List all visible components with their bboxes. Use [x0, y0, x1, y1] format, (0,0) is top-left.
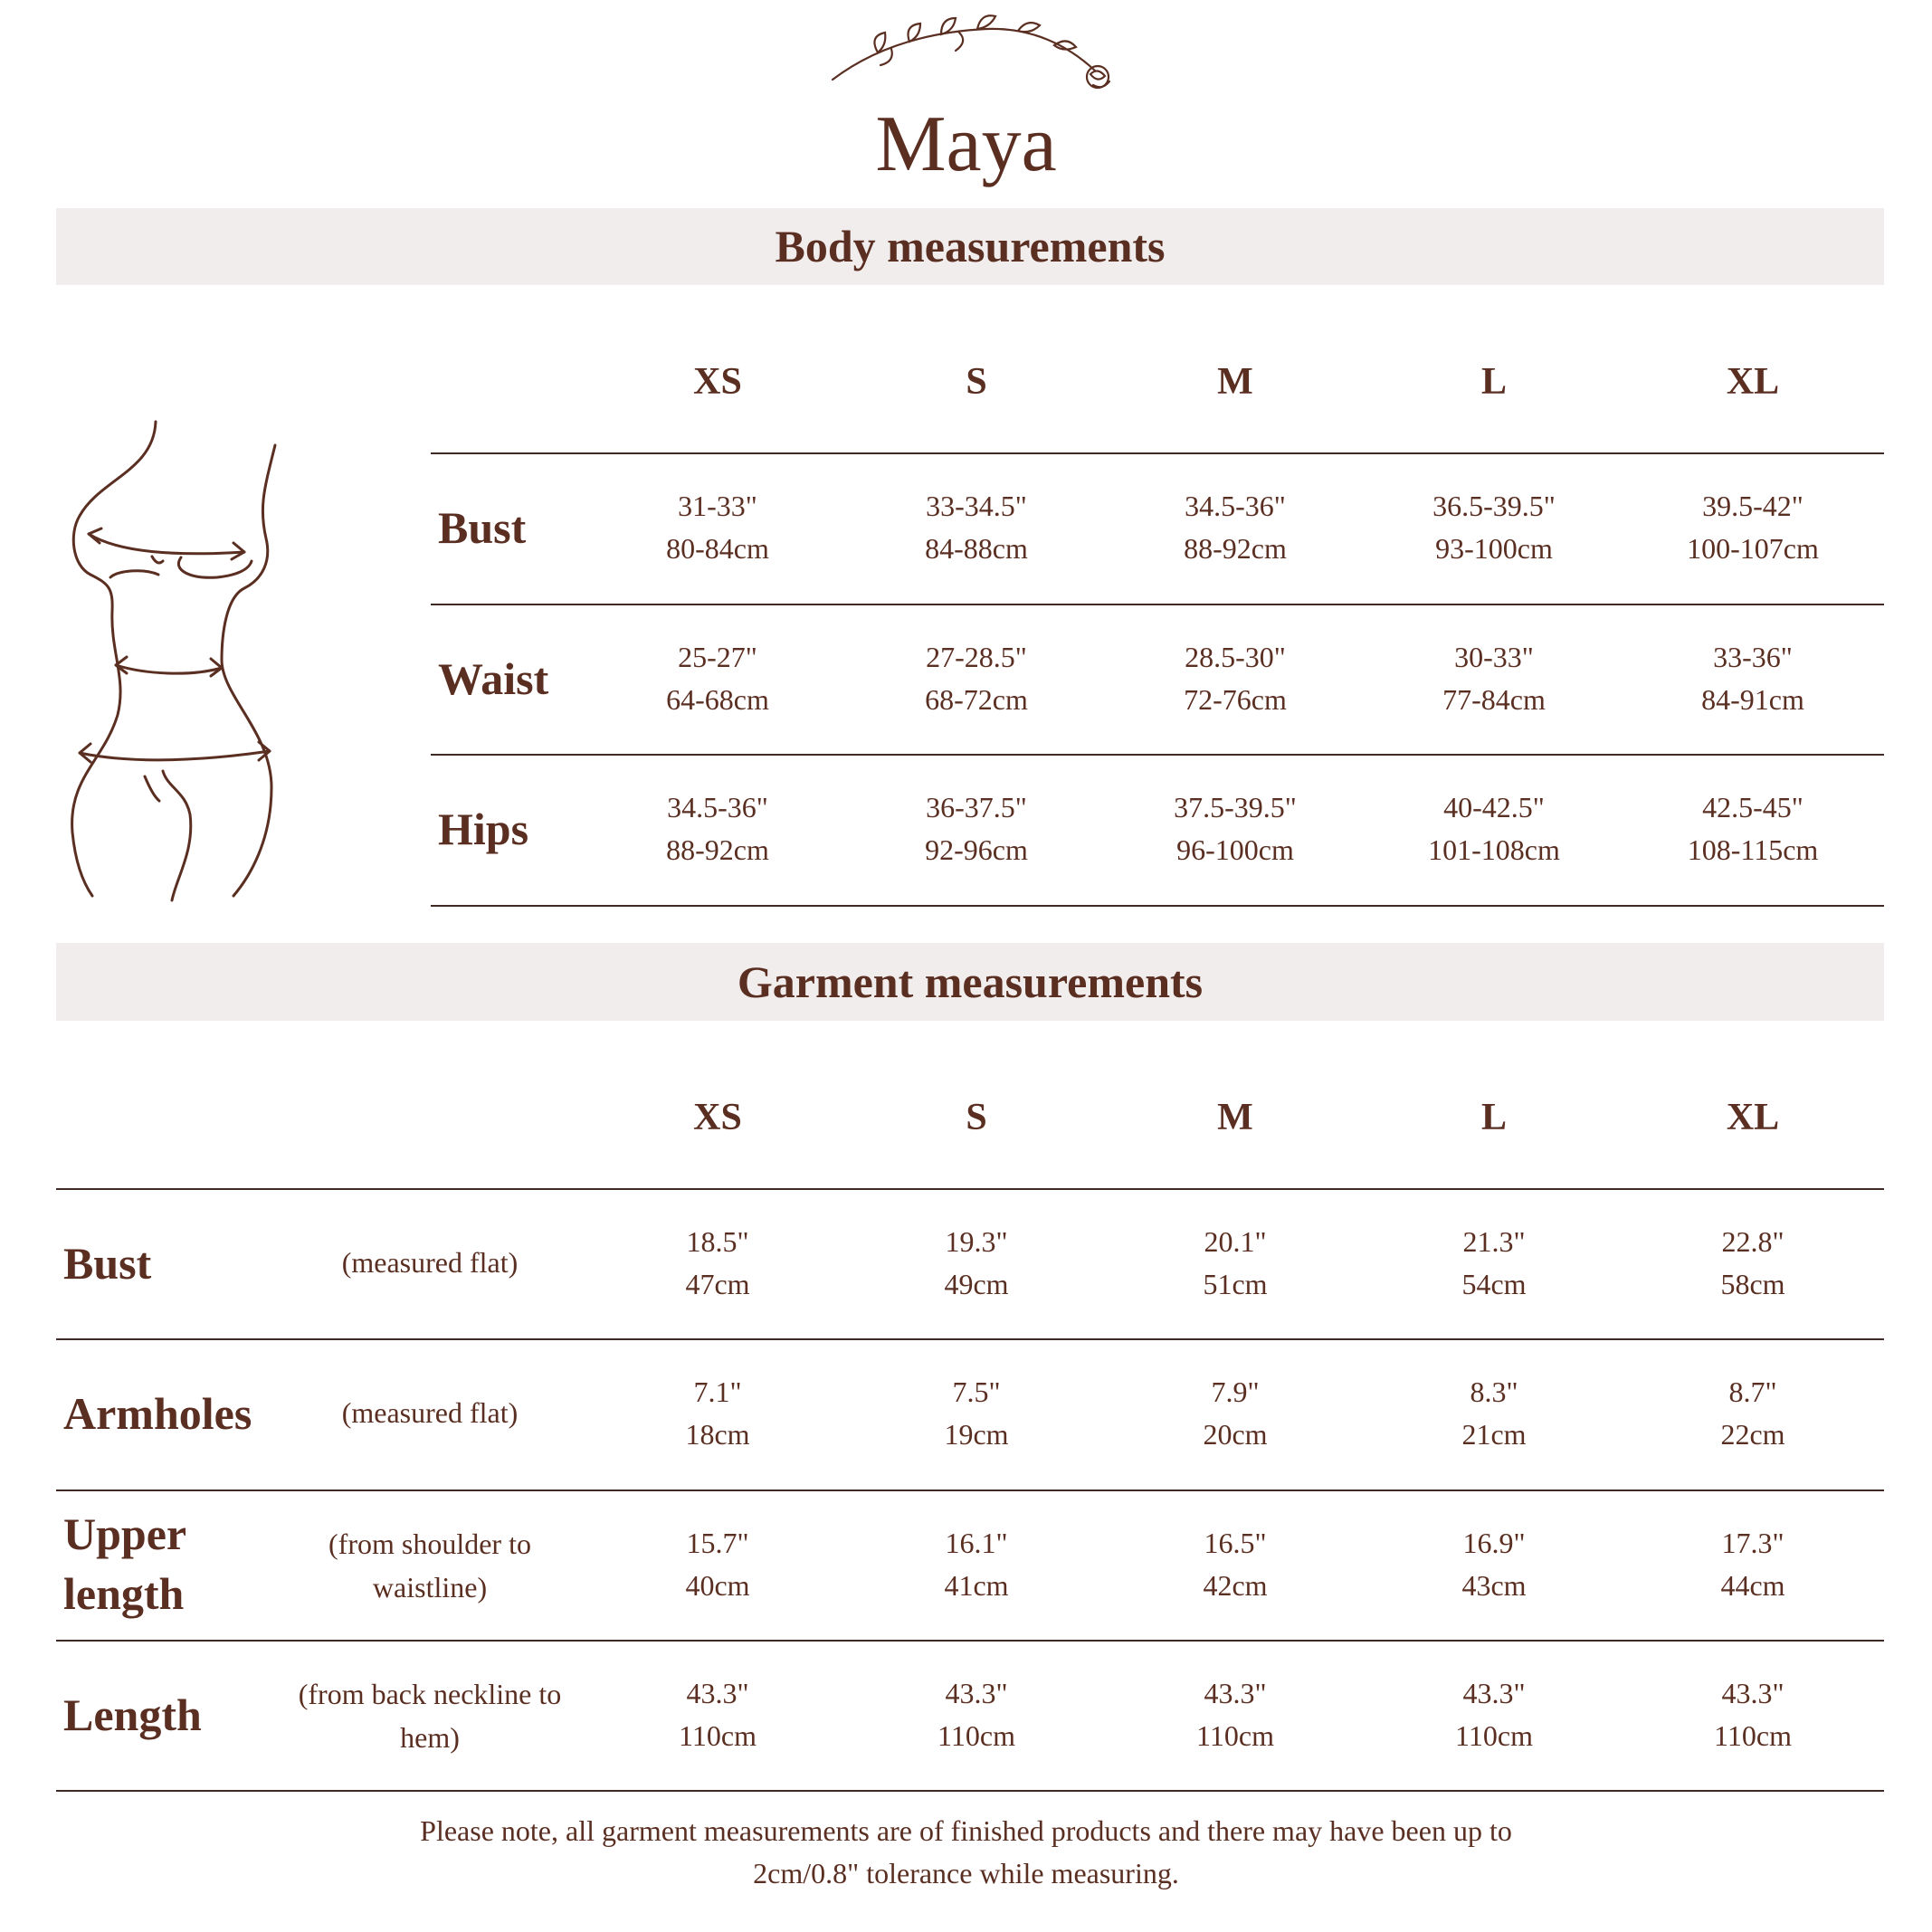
value-cm: 58cm: [1720, 1268, 1785, 1300]
table-cell: [845, 786, 1108, 871]
value-inches: 8.7": [1728, 1375, 1777, 1408]
floral-branch-icon: [823, 9, 1122, 100]
value-inches: 8.3": [1470, 1375, 1518, 1408]
value-cm: 40cm: [685, 1569, 750, 1602]
value-cm: 100-107cm: [1687, 532, 1819, 565]
brand-title: Maya: [875, 100, 1057, 188]
row-label-hips: Hips: [438, 804, 529, 854]
value-cm: 47cm: [685, 1268, 750, 1300]
value-inches: 20.1": [1204, 1225, 1267, 1258]
value-cm: 101-108cm: [1428, 833, 1560, 866]
value-inches: 33-36": [1713, 641, 1793, 673]
size-header-m: M: [1217, 1097, 1253, 1138]
table-cell: [1622, 786, 1884, 871]
value-inches: 43.3": [1204, 1677, 1267, 1709]
table-cell: [586, 1522, 849, 1607]
table-cell: [1363, 636, 1625, 721]
table-cell: [1363, 1221, 1625, 1306]
value-cm: 80-84cm: [666, 532, 769, 565]
value-inches: 16.5": [1204, 1527, 1267, 1559]
value-inches: 15.7": [686, 1527, 749, 1559]
value-inches: 7.1": [693, 1375, 742, 1408]
value-cm: 43cm: [1461, 1569, 1527, 1602]
value-cm: 18cm: [685, 1418, 750, 1451]
value-cm: 110cm: [1455, 1719, 1533, 1752]
size-header-m: M: [1217, 361, 1253, 403]
value-cm: 108-115cm: [1687, 833, 1819, 866]
table-cell: [845, 1522, 1108, 1607]
value-cm: 21cm: [1461, 1418, 1527, 1451]
value-cm: 22cm: [1720, 1418, 1785, 1451]
value-inches: 43.3": [945, 1677, 1008, 1709]
value-inches: 43.3": [1721, 1677, 1784, 1709]
table-cell: [1622, 485, 1884, 570]
value-inches: 30-33": [1454, 641, 1534, 673]
value-cm: 42cm: [1203, 1569, 1268, 1602]
table-cell: [586, 636, 849, 721]
value-inches: 37.5-39.5": [1174, 791, 1297, 823]
row-divider: [431, 604, 1884, 605]
value-cm: 20cm: [1203, 1418, 1268, 1451]
row-note: (measured flat): [341, 1246, 519, 1279]
value-cm: 88-92cm: [666, 833, 769, 866]
value-cm: 49cm: [944, 1268, 1009, 1300]
table-cell: [1363, 786, 1625, 871]
row-label-length: Length: [63, 1689, 202, 1740]
value-inches: 33-34.5": [926, 490, 1027, 522]
body-silhouette-icon: [63, 416, 299, 905]
value-cm: 84-88cm: [925, 532, 1028, 565]
row-label-bust: Bust: [438, 502, 527, 553]
value-cm: 44cm: [1720, 1569, 1785, 1602]
value-cm: 93-100cm: [1435, 532, 1553, 565]
value-inches: 40-42.5": [1443, 791, 1545, 823]
value-cm: 54cm: [1461, 1268, 1527, 1300]
table-cell: [1363, 1371, 1625, 1456]
size-header-l: L: [1480, 361, 1507, 403]
value-inches: 22.8": [1721, 1225, 1784, 1258]
table-cell: [1622, 1672, 1884, 1757]
row-label-armholes: Armholes: [63, 1388, 252, 1439]
table-cell: [1363, 1672, 1625, 1757]
value-cm: 96-100cm: [1176, 833, 1294, 866]
table-cell: [1363, 1522, 1625, 1607]
value-cm: 110cm: [679, 1719, 757, 1752]
value-cm: 110cm: [1714, 1719, 1792, 1752]
table-cell: [1104, 786, 1366, 871]
row-label-waist: Waist: [438, 653, 549, 704]
value-cm: 110cm: [937, 1719, 1015, 1752]
footnote-line-1: Please note, all garment measurements are of finished products and there may have been up to: [420, 1814, 1512, 1847]
table-cell: [1104, 1522, 1366, 1607]
row-divider: [56, 1188, 1884, 1190]
value-inches: 43.3": [686, 1677, 749, 1709]
row-divider: [431, 754, 1884, 756]
value-inches: 19.3": [945, 1225, 1008, 1258]
value-inches: 18.5": [686, 1225, 749, 1258]
row-divider: [56, 1338, 1884, 1340]
body-measurements-heading: Body measurements: [56, 208, 1884, 285]
table-cell: [1622, 1371, 1884, 1456]
value-cm: 68-72cm: [925, 683, 1028, 716]
table-cell: [1104, 636, 1366, 721]
value-cm: 92-96cm: [925, 833, 1028, 866]
value-inches: 42.5-45": [1702, 791, 1804, 823]
size-header-xs: XS: [693, 1097, 742, 1138]
table-cell: [1104, 1672, 1366, 1757]
table-cell: [1622, 636, 1884, 721]
size-header-xl: XL: [1726, 361, 1780, 403]
table-cell: [1104, 485, 1366, 570]
size-header-xs: XS: [693, 361, 742, 403]
table-cell: [586, 1221, 849, 1306]
table-cell: [1104, 1221, 1366, 1306]
size-header-s: S: [966, 361, 987, 403]
row-divider: [56, 1790, 1884, 1792]
table-cell: [845, 636, 1108, 721]
value-cm: 77-84cm: [1442, 683, 1546, 716]
row-note: (measured flat): [341, 1396, 519, 1429]
value-cm: 51cm: [1203, 1268, 1268, 1300]
table-cell: [586, 485, 849, 570]
table-cell: [845, 1371, 1108, 1456]
value-inches: 16.1": [945, 1527, 1008, 1559]
value-cm: 84-91cm: [1701, 683, 1804, 716]
value-inches: 39.5-42": [1702, 490, 1804, 522]
table-cell: [586, 1371, 849, 1456]
table-cell: [586, 786, 849, 871]
row-label-upper-length: Upper length: [63, 1508, 186, 1619]
row-note: (from shoulder to waistline): [328, 1528, 531, 1604]
table-cell: [845, 485, 1108, 570]
value-inches: 7.9": [1211, 1375, 1260, 1408]
value-cm: 72-76cm: [1184, 683, 1287, 716]
table-cell: [1622, 1221, 1884, 1306]
value-inches: 25-27": [678, 641, 757, 673]
row-divider: [56, 1640, 1884, 1642]
value-cm: 88-92cm: [1184, 532, 1287, 565]
garment-measurements-heading: Garment measurements: [56, 943, 1884, 1021]
value-inches: 27-28.5": [926, 641, 1027, 673]
row-divider: [431, 452, 1884, 454]
value-inches: 34.5-36": [1185, 490, 1286, 522]
row-divider: [431, 905, 1884, 907]
footnote-line-2: 2cm/0.8" tolerance while measuring.: [753, 1857, 1179, 1889]
row-divider: [56, 1489, 1884, 1491]
value-cm: 41cm: [944, 1569, 1009, 1602]
table-cell: [845, 1221, 1108, 1306]
table-cell: [1622, 1522, 1884, 1607]
value-inches: 7.5": [952, 1375, 1001, 1408]
table-cell: [1363, 485, 1625, 570]
value-inches: 17.3": [1721, 1527, 1784, 1559]
table-cell: [1104, 1371, 1366, 1456]
value-cm: 19cm: [944, 1418, 1009, 1451]
row-note: (from back neckline to hem): [298, 1678, 562, 1754]
footnote: [0, 1810, 1932, 1895]
value-inches: 28.5-30": [1185, 641, 1286, 673]
value-cm: 64-68cm: [666, 683, 769, 716]
table-cell: [586, 1672, 849, 1757]
size-header-s: S: [966, 1097, 987, 1138]
value-inches: 31-33": [678, 490, 757, 522]
value-inches: 21.3": [1462, 1225, 1526, 1258]
row-label-bust: Bust: [63, 1238, 152, 1289]
value-inches: 36-37.5": [926, 791, 1027, 823]
size-header-xl: XL: [1726, 1097, 1780, 1138]
value-inches: 43.3": [1462, 1677, 1526, 1709]
value-inches: 16.9": [1462, 1527, 1526, 1559]
value-cm: 110cm: [1196, 1719, 1274, 1752]
size-header-l: L: [1480, 1097, 1507, 1138]
value-inches: 36.5-39.5": [1432, 490, 1556, 522]
table-cell: [845, 1672, 1108, 1757]
value-inches: 34.5-36": [667, 791, 768, 823]
